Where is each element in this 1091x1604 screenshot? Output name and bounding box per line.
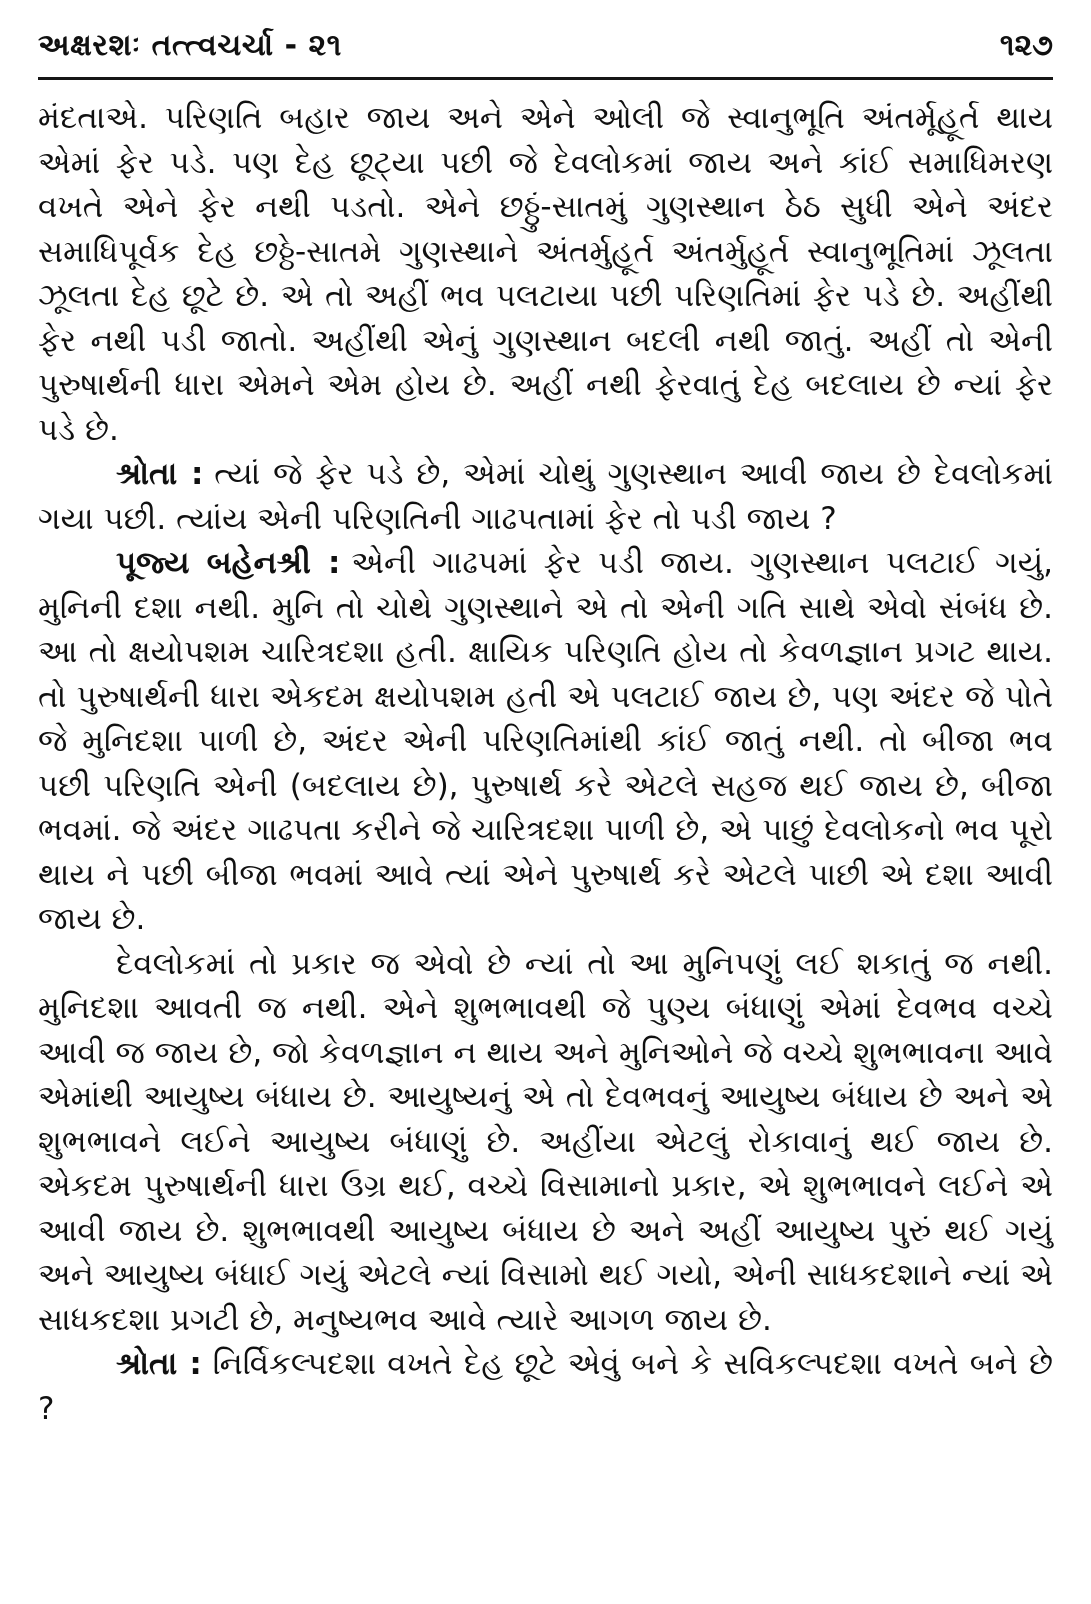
page-header [38,22,1053,77]
paragraph-listener-question-2 [38,1342,1053,1431]
running-title: અક્ષરશઃ તત્ત્વચર્ચા - ૨૧ [38,28,342,63]
paragraph-benshri-answer-continued [38,942,1053,1343]
paragraph-text: ત્યાં જે ફેર પડે છે, એમાં ચોથું ગુણસ્થાન આવી જાય છે દેવલોકમાં ગયા પછી. ત્યાંય એની પરિણતિની ગાઢપતામાં ફેર તો પડી જાય ? [38,456,1053,537]
page-number: ૧૨૭ [999,28,1053,63]
speaker-label-listener: શ્રોતા : [116,1346,202,1382]
speaker-label-benshri: પૂજ્ય બહેનશ્રી : [116,545,341,581]
paragraph-continuation [38,96,1053,452]
header-divider [38,77,1053,80]
paragraph-text: દેવલોકમાં તો પ્રકાર જ એવો છે ન્યાં તો આ મુનિપણું લઈ શકાતું જ નથી. મુનિદશા આવતી જ નથી. એને શુભભાવથી જે પુણ્ય બંધાણું એમાં દેવભવ વચ્ચે આવી જ જાય છે, જો કેવળજ્ઞાન ન થાય અને મુનિઓને જે વચ્ચે શુભભાવના આવે એમાંથી આયુષ્ય બંધાય છે. આયુષ્યનું એ તો દેવભવનું આયુષ્ય બંધાય છે અને એ શુભભાવને લઈને આયુષ્ય બંધાણું છે. અહીંયા એટલું રોકાવાનું થઈ જાય છે. એકદમ પુરુષાર્થની ધારા ઉગ્ર થઈ, વચ્ચે વિસામાનો પ્રકાર, એ શુભભાવને લઈને એ આવી જાય છે. શુભભાવથી આયુષ્ય બંધાય છે અને અહીં આયુષ્ય પુરું થઈ ગયું અને આયુષ્ય બંધાઈ ગયું એટલે ન્યાં વિસામો થઈ ગયો, એની સાધકદશાને ન્યાં એ સાધકદશા પ્રગટી છે, મનુષ્યભવ આવે ત્યારે આગળ જાય છે. [38,945,1053,1338]
paragraph-listener-question-1 [38,452,1053,541]
body-text [38,96,1053,1431]
paragraph-text: મંદતાએ. પરિણતિ બહાર જાય અને એને ઓલી જે સ્વાનુભૂતિ અંતર્મૂહૂર્ત થાય એમાં ફેર પડે. પણ દેહ છૂટ્યા પછી જે દેવલોકમાં જાય અને કાંઈ સમાધિમરણ વખતે એને ફેર નથી પડતો. એને છઠ્ઠું-સાતમું ગુણસ્થાન ઠેઠ સુધી એને અંદર સમાધિપૂર્વક દેહ છઠ્ઠે-સાતમે ગુણસ્થાને અંતર્મુહૂર્ત અંતર્મુહૂર્ત સ્વાનુભૂતિમાં ઝૂલતા ઝૂલતા દેહ છૂટે છે. એ તો અહીં ભવ પલટાયા પછી પરિણતિમાં ફેર પડે છે. અહીંથી ફેર નથી પડી જાતો. અહીંથી એનું ગુણસ્થાન બદલી નથી જાતું. અહીં તો એની પુરુષાર્થની ધારા એમને એમ હોય છે. અહીં નથી ફેરવાતું દેહ બદલાય છે ન્યાં ફેર પડે છે. [38,100,1053,448]
paragraph-text: નિર્વિકલ્પદશા વખતે દેહ છૂટે એવું બને કે સવિકલ્પદશા વખતે બને છે ? [38,1346,1054,1427]
speaker-label-listener: શ્રોતા : [116,456,204,492]
paragraph-benshri-answer [38,541,1053,942]
paragraph-text: એની ગાઢપમાં ફેર પડી જાય. ગુણસ્થાન પલટાઈ ગયું, મુનિની દશા નથી. મુનિ તો ચોથે ગુણસ્થાને એ તો એની ગતિ સાથે એવો સંબંધ છે. આ તો ક્ષયોપશમ ચારિત્રદશા હતી. ક્ષાયિક પરિણતિ હોય તો કેવળજ્ઞાન પ્રગટ થાય. તો પુરુષાર્થની ધારા એકદમ ક્ષયોપશમ હતી એ પલટાઈ જાય છે, પણ અંદર જે પોતે જે મુનિદશા પાળી છે, અંદર એની પરિણતિમાંથી કાંઈ જાતું નથી. તો બીજા ભવ પછી પરિણતિ એની (બદલાય છે), પુરુષાર્થ કરે એટલે સહજ થઈ જાય છે, બીજા ભવમાં. જે અંદર ગાઢપતા કરીને જે ચારિત્રદશા પાળી છે, એ પાછું દેવલોકનો ભવ પૂરો થાય ને પછી બીજા ભવમાં આવે ત્યાં એને પુરુષાર્થ કરે એટલે પાછી એ દશા આવી જાય છે. [38,545,1053,937]
